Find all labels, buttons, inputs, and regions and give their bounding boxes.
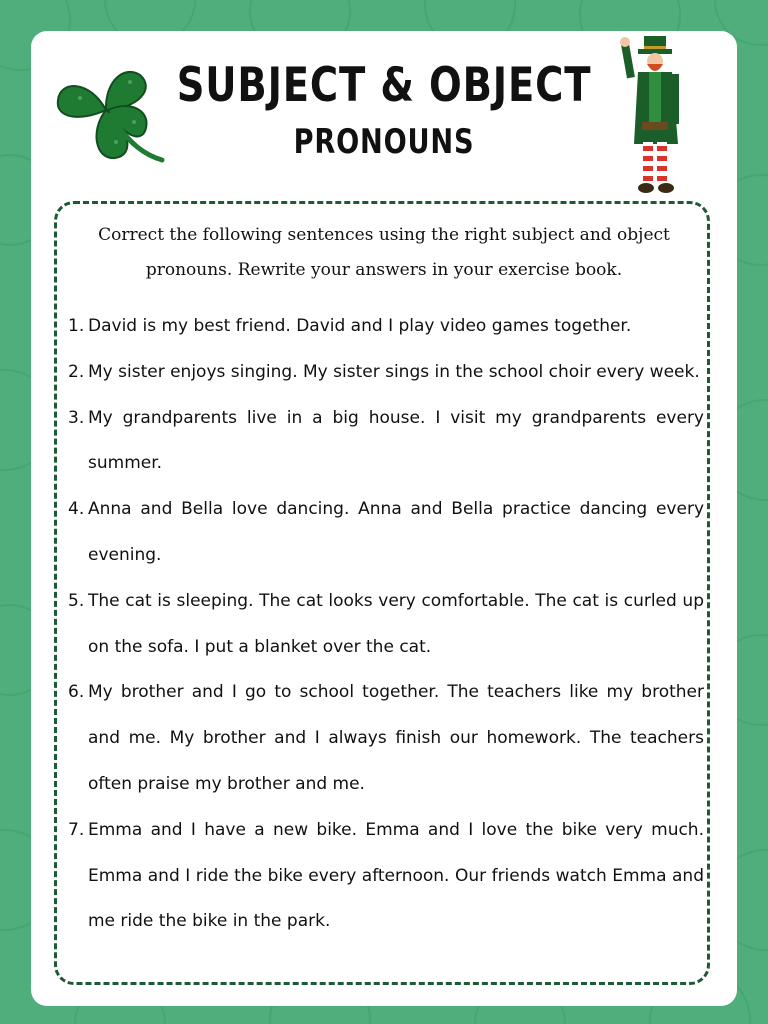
question-item-4 — [64, 487, 704, 579]
question-item-5 — [64, 579, 704, 671]
question-number: 5. — [68, 590, 85, 611]
question-text: Anna and Bella love dancing. Anna and Bella practice dancing every evening. — [88, 499, 704, 565]
question-item-6 — [64, 670, 704, 807]
question-number: 2. — [68, 361, 85, 382]
question-text: David is my best friend. David and I play video games together. — [88, 316, 632, 336]
question-item-2 — [64, 350, 704, 396]
question-item-7 — [64, 808, 704, 945]
page-title: SUBJECT & OBJECT — [176, 58, 592, 113]
question-item-3 — [64, 396, 704, 488]
question-list — [64, 304, 704, 945]
question-text: The cat is sleeping. The cat looks very comfortable. The cat is curled up on the sofa. I put a blanket over the cat. — [88, 590, 704, 657]
instructions-text: Correct the following sentences using the right subject and object pronouns. Rewrite your answers in your exercise book. — [98, 225, 670, 280]
question-number: 4. — [68, 499, 85, 520]
question-number: 7. — [68, 819, 85, 840]
question-text: My brother and I go to school together. The teachers like my brother and me. My brother and I always finish our homework. The teachers often praise my brother and me. — [88, 682, 704, 794]
question-item-1 — [64, 304, 704, 350]
question-number: 3. — [68, 407, 85, 428]
question-text: My grandparents live in a big house. I visit my grandparents every summer. — [88, 407, 704, 474]
question-number: 1. — [68, 316, 85, 336]
question-text: Emma and I have a new bike. Emma and I love the bike very much. Emma and I ride the bike every afternoon. Our friends watch Emma and me ride the bike in the park. — [88, 819, 704, 932]
question-text: My sister enjoys singing. My sister sings in the school choir every week. — [88, 361, 700, 382]
page-subtitle: PRONOUNS — [293, 122, 475, 162]
question-number: 6. — [68, 682, 85, 703]
